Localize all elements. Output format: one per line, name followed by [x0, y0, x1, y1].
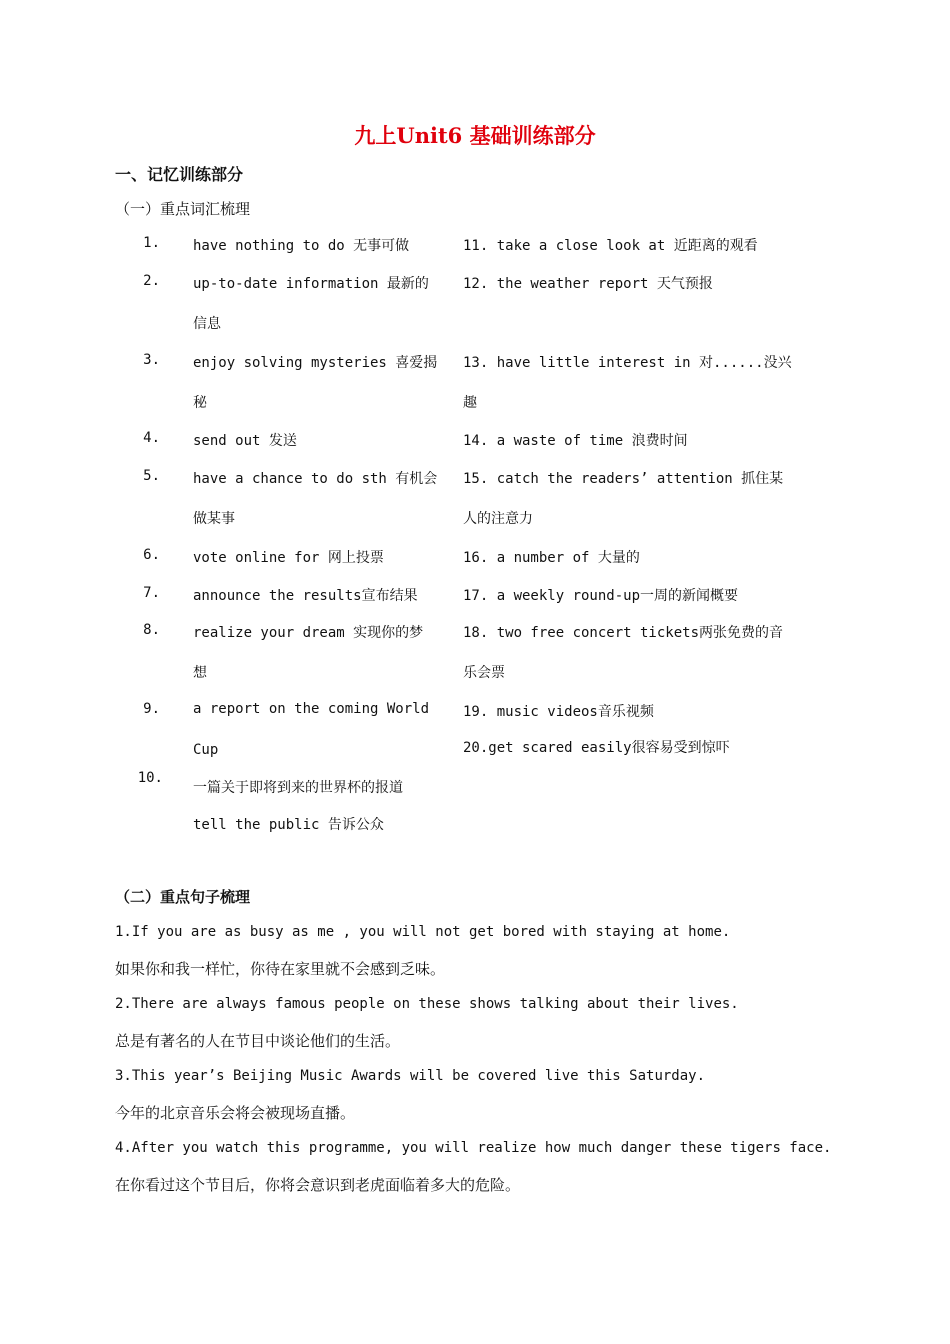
vocab-item: 17. a weekly round-up一周的新闻概要	[463, 588, 739, 604]
vocab-item: 20.get scared easily很容易受到惊吓	[463, 740, 730, 756]
section-heading-memory: 一、记忆训练部分	[115, 165, 244, 184]
vocab-item: 14. a waste of time 浪费时间	[463, 433, 688, 449]
vocab-number: 6.	[143, 547, 160, 563]
vocab-item: send out 发送	[193, 433, 297, 449]
vocab-item: 13. have little interest in 对......没兴	[463, 355, 792, 371]
vocab-number: 4.	[143, 430, 160, 446]
sentence-chinese: 在你看过这个节目后，你将会意识到老虎面临着多大的危险。	[115, 1176, 521, 1194]
vocab-item: 一篇关于即将到来的世界杯的报道	[193, 780, 403, 796]
vocab-number: 7.	[143, 585, 160, 601]
vocab-number: 1.	[143, 235, 160, 251]
vocab-item-continued: 人的注意力	[463, 511, 533, 527]
vocab-number: 10.	[137, 770, 163, 786]
vocab-item-continued: 信息	[193, 316, 221, 332]
subsection-heading-vocabulary: （一）重点词汇梳理	[115, 200, 251, 218]
sentence-chinese: 如果你和我一样忙，你待在家里就不会感到乏味。	[115, 960, 446, 978]
sentence-english: 3.This year’s Beijing Music Awards will be covered live this Saturday.	[115, 1068, 706, 1084]
vocab-item-continued: 趣	[463, 395, 477, 411]
subsection-heading-sentences: （二）重点句子梳理	[115, 888, 251, 906]
vocab-item-continued: 做某事	[193, 511, 235, 527]
vocab-number: 3.	[143, 352, 160, 368]
sentence-english: 1.If you are as busy as me , you will not get bored with staying at home.	[115, 924, 731, 940]
vocab-item: up-to-date information 最新的	[193, 276, 429, 292]
sentence-english: 2.There are always famous people on these shows talking about their lives.	[115, 996, 739, 1012]
vocab-item: enjoy solving mysteries 喜爱揭	[193, 355, 438, 371]
vocab-item: have nothing to do 无事可做	[193, 238, 410, 254]
vocab-item-continued: 秘	[193, 395, 207, 411]
sentence-chinese: 总是有著名的人在节目中谈论他们的生活。	[115, 1032, 401, 1050]
sentence-chinese: 今年的北京音乐会将会被现场直播。	[115, 1104, 356, 1122]
vocab-number: 9.	[143, 701, 160, 717]
vocab-item: 15. catch the readers’ attention 抓住某	[463, 471, 784, 487]
vocab-number: 2.	[143, 273, 160, 289]
vocab-item-continued: tell the public 告诉公众	[193, 817, 384, 833]
vocab-item: vote online for 网上投票	[193, 550, 384, 566]
vocab-item-continued: 乐会票	[463, 665, 505, 681]
sentence-english: 4.After you watch this programme, you will realize how much danger these tigers face.	[115, 1140, 832, 1156]
page-title: 九上Unit6 基础训练部分	[354, 123, 596, 148]
vocab-item: 11. take a close look at 近距离的观看	[463, 238, 758, 254]
vocab-item: 12. the weather report 天气预报	[463, 276, 713, 292]
vocab-item: 18. two free concert tickets两张免费的音	[463, 625, 784, 641]
vocab-item-continued: 想	[193, 665, 207, 681]
vocab-item-continued: Cup	[193, 742, 219, 758]
vocab-item: announce the results宣布结果	[193, 588, 418, 604]
vocab-item: have a chance to do sth 有机会	[193, 471, 438, 487]
vocab-item: 19. music videos音乐视频	[463, 704, 654, 720]
vocab-number: 8.	[143, 622, 160, 638]
vocab-item: 16. a number of 大量的	[463, 550, 640, 566]
vocab-number: 5.	[143, 468, 160, 484]
vocab-item: realize your dream 实现你的梦	[193, 625, 424, 641]
vocab-item: a report on the coming World	[193, 701, 430, 717]
